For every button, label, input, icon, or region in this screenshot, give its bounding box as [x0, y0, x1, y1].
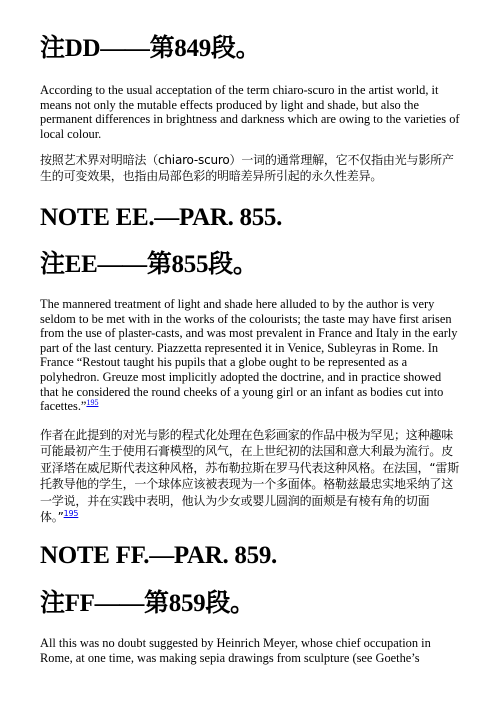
note-ff-paragraph-en: All this was no doubt suggested by Heinrich Meyer, whose chief occupation in Rome, at one time, was making sepia drawings from sculpture (see Goethe’s [40, 636, 431, 665]
footnote-link-195[interactable]: 195 [86, 398, 99, 408]
footnote-ref [86, 398, 98, 407]
note-ee-paragraph-zh-text: 作者在此提到的对光与影的程式化处理在色彩画家的作品中极为罕见；这种趣味可能最初产生于使用石膏模型的风气，在上世纪初的法国和意大利最为流行。皮亚泽塔在威尼斯代表这种风格，苏布勒拉斯在罗马代表这种风格。在法国，“雷斯托教导他的学生，一个球体应该被表现为一个多面体。格勒兹最忠实地采纳了这一学说，并在实践中表明，他认为少女或婴儿圆润的面颊是有棱有角的切面体。” [40, 428, 460, 525]
note-dd-paragraph-en: According to the usual acceptation of the term chiaro-scuro in the artist world, it means not only the mutable effects produced by light and shade, but also the permanent differences in brightness and darkness which are owing to the varieties of local colour. [40, 83, 460, 141]
note-ff-heading-en: NOTE FF.—PAR. 859. [40, 542, 277, 569]
note-ee-paragraph-en [40, 297, 460, 414]
note-ee-heading-zh: 注EE——第855段。 [40, 251, 258, 278]
footnote-ref [64, 509, 79, 518]
note-dd-paragraph-zh: 按照艺术界对明暗法（chiaro-scuro）一词的通常理解，它不仅指由光与影所产生的可变效果，也指由局部色彩的明暗差异所引起的永久性差异。 [40, 153, 454, 184]
footnote-link-195[interactable]: 195 [63, 509, 79, 519]
note-ff-heading-zh: 注FF——第859段。 [40, 590, 255, 617]
note-ee-heading-en: NOTE EE.—PAR. 855. [40, 204, 283, 231]
note-ee-paragraph-en-text: The mannered treatment of light and shade here alluded to by the author is very seldom to be met with in the works of the colourists; the taste may have first arisen from the use of plaster-casts, and was most prevalent in France and Italy in the early part of the last century. Piazzetta represented it in Venice, Subleyras in Rome. In France “Restout taught his pupils that a globe ought to be represented as a polyhedron. Greuze most implicitly adopted the doctrine, and in practice showed that he considered the round cheeks of a young girl or an infant as bodies cut into facettes.” [40, 297, 458, 414]
note-dd-heading-zh: 注DD——第849段。 [40, 35, 261, 62]
note-ee-paragraph-zh [40, 427, 460, 525]
